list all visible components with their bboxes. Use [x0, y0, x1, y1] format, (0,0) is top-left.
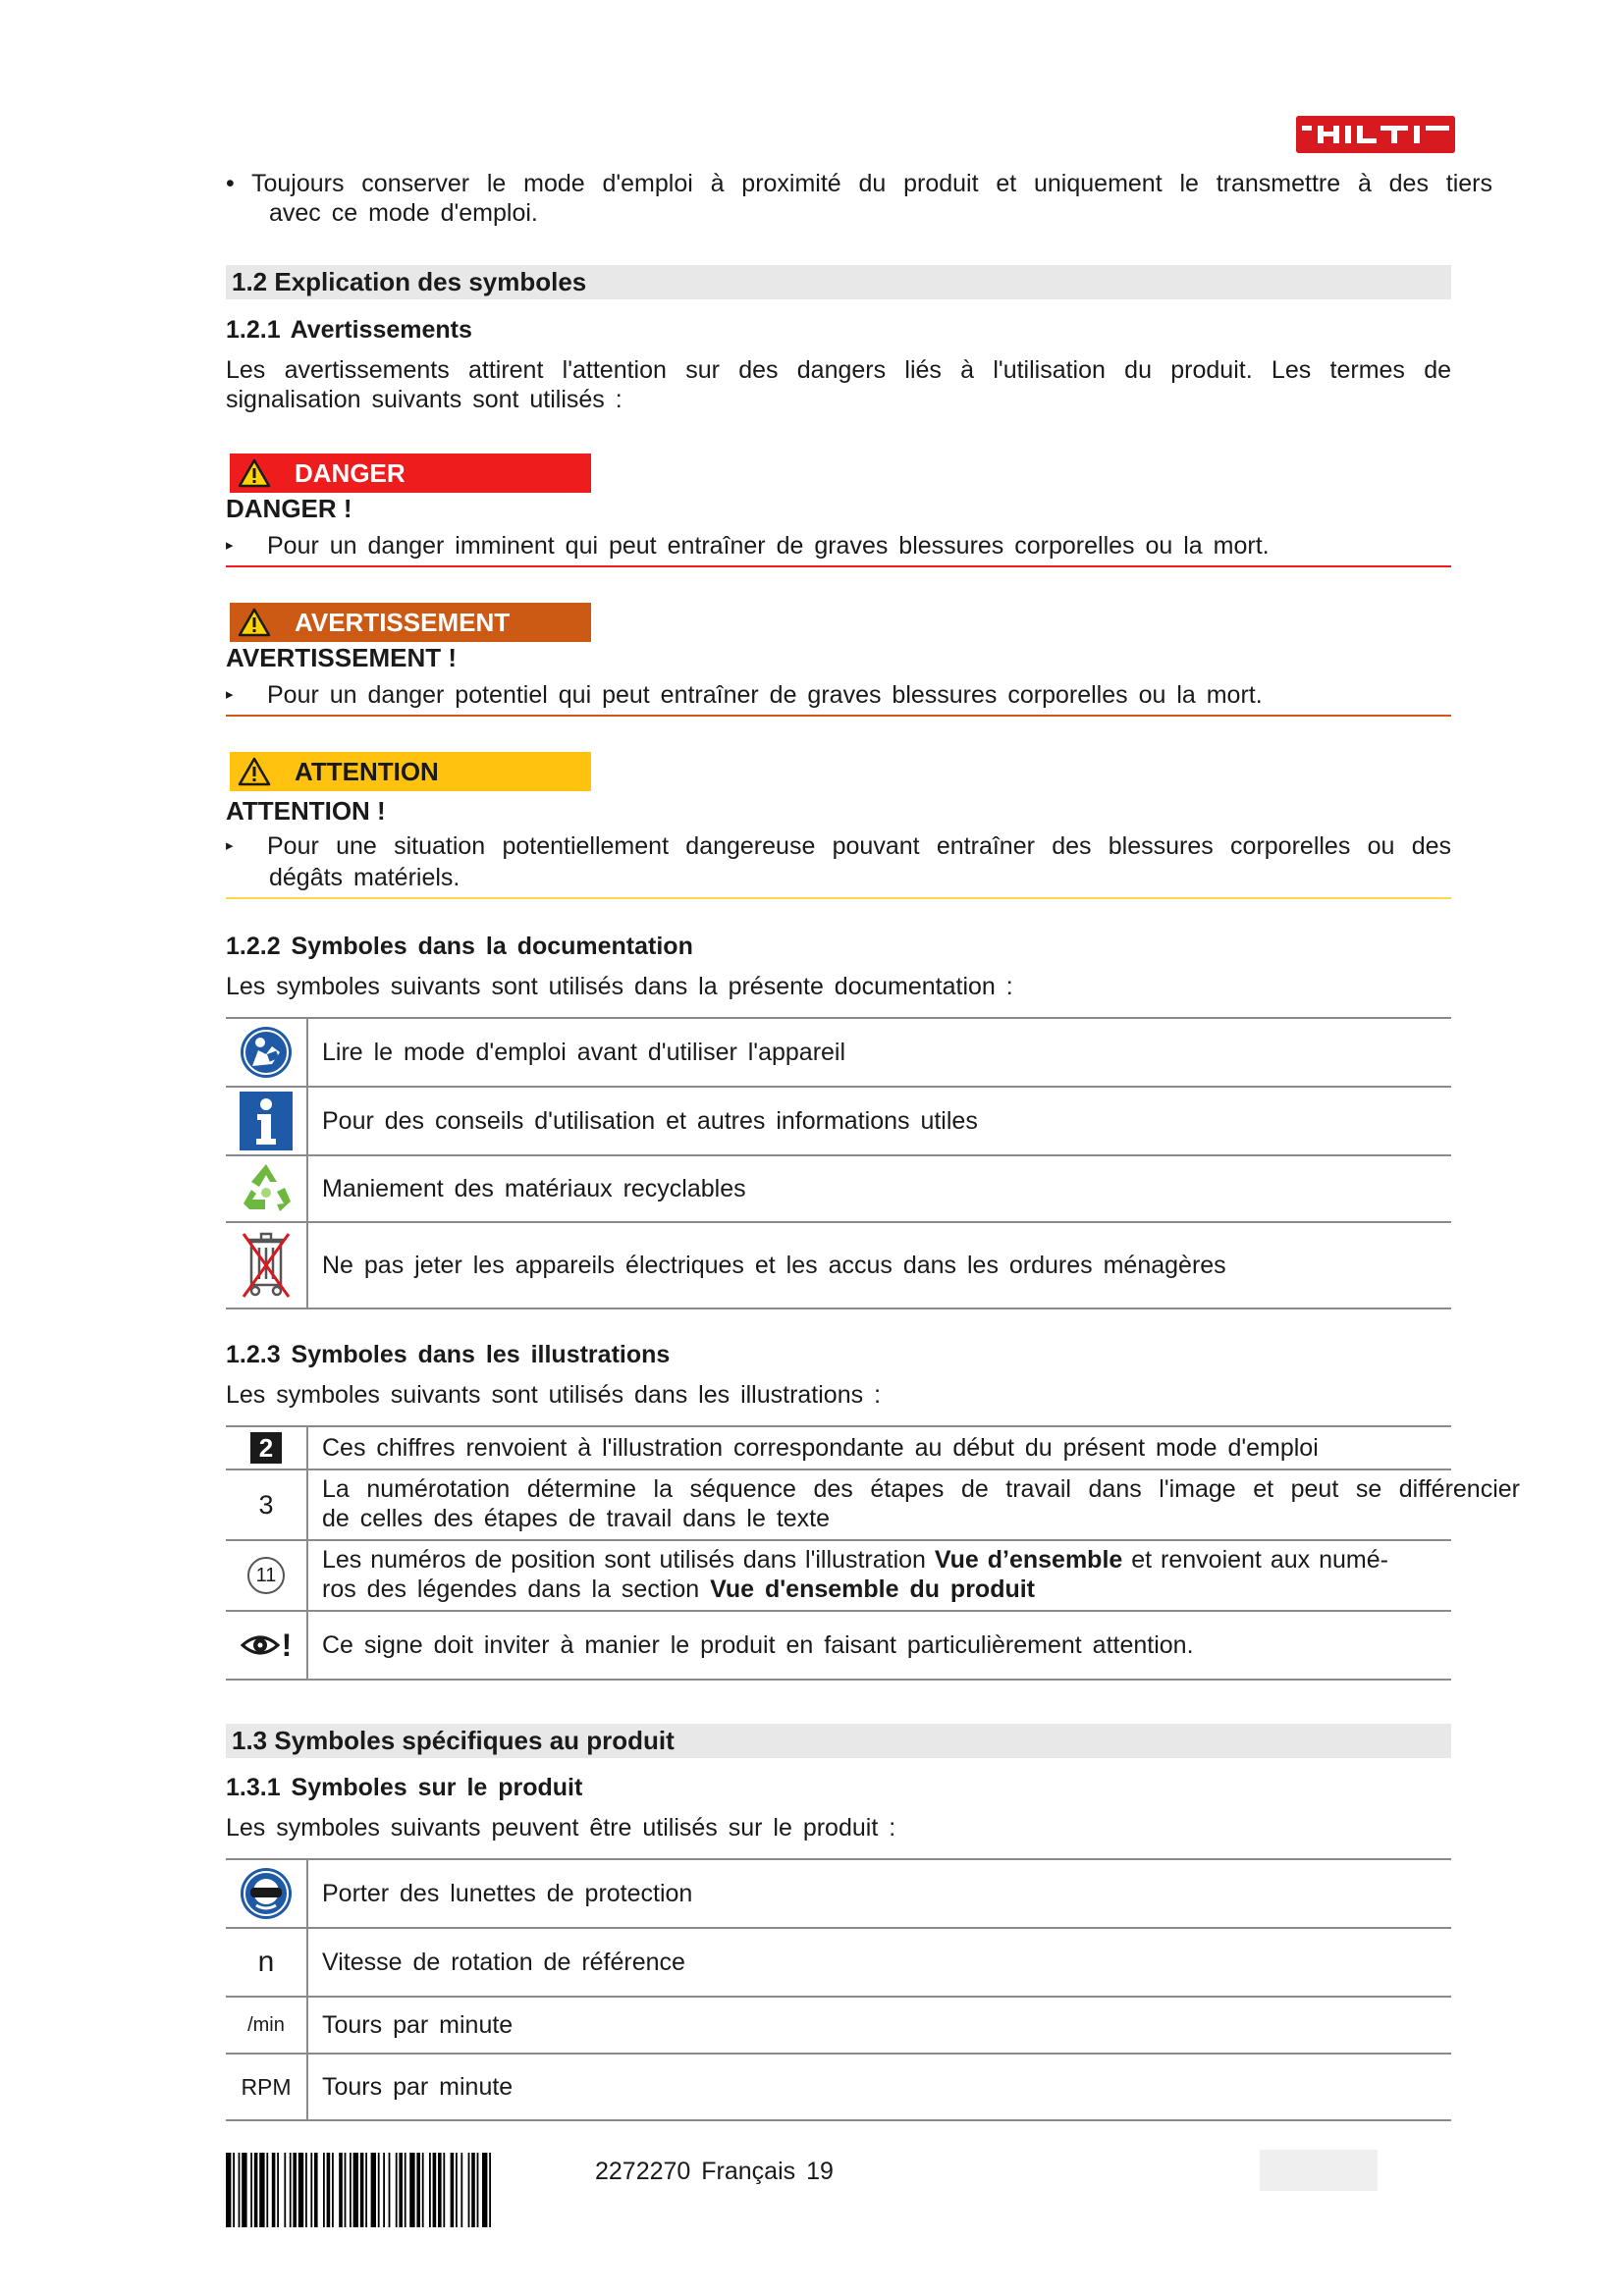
read-manual-icon	[239, 1025, 294, 1080]
table-cell	[322, 1470, 1520, 1543]
recycle-icon	[238, 1160, 295, 1217]
documentation-symbols-table	[226, 1017, 1451, 1308]
table-cell: Lire le mode d'emploi avant d'utiliser l'appareil	[322, 1039, 846, 1066]
icon-cell	[226, 1156, 308, 1221]
cell-line: La numérotation détermine la séquence des étapes de travail dans l'image et peut se différencier	[322, 1475, 1520, 1503]
footer-placeholder-box	[1260, 2150, 1378, 2191]
subsection-title-1-2-2: 1.2.2 Symboles dans la documentation	[226, 933, 693, 960]
illustration-symbols-intro: Les symboles suivants sont utilisés dans les illustrations :	[226, 1381, 882, 1409]
text-run: ros des légendes dans la section	[322, 1575, 711, 1603]
crossed-bin-icon	[240, 1228, 293, 1303]
table-row	[226, 1927, 1451, 1996]
table-row	[226, 1996, 1451, 2053]
table-row	[226, 1154, 1451, 1221]
subsection-title-1-2-1: 1.2.1 Avertissements	[226, 316, 472, 344]
table-row	[226, 1425, 1451, 1468]
table-row	[226, 1539, 1451, 1610]
caution-signal-banner	[230, 752, 591, 791]
position-number-circle: 11	[247, 1557, 285, 1594]
intro-bullet-line1: Toujours conserver le mode d'emploi à proximité du produit et uniquement le transmettre à des tiers	[251, 170, 1492, 197]
table-row	[226, 1858, 1451, 1927]
table-cell: Tours par minute	[322, 2073, 514, 2101]
danger-label: DANGER	[295, 458, 406, 488]
bold-text-run: Vue d'ensemble du produit	[710, 1575, 1036, 1603]
table-row	[226, 1221, 1451, 1309]
icon-cell	[226, 1019, 308, 1086]
arrow-marker: ▸	[226, 837, 234, 854]
illustration-symbols-table	[226, 1425, 1520, 1684]
section-title-1-3: 1.3 Symboles spécifiques au produit	[226, 1724, 1451, 1758]
exclamation-mark: !	[281, 1627, 293, 1663]
bullet-marker: •	[226, 170, 235, 197]
table-cell: Ne pas jeter les appareils électriques et les accus dans les ordures ménagères	[322, 1252, 1226, 1279]
warning-triangle-icon	[238, 608, 271, 637]
barcode	[226, 2153, 564, 2227]
caution-text-line2: dégâts matériels.	[269, 864, 460, 891]
page-footer	[595, 2158, 834, 2186]
documentation-symbols-intro: Les symboles suivants sont utilisés dans la présente documentation :	[226, 973, 1013, 1000]
cell-line	[322, 1575, 1451, 1604]
hilti-logo	[1296, 116, 1455, 153]
table-row	[226, 1468, 1520, 1539]
caution-text: Pour une situation potentiellement dangereuse pouvant entraîner des blessures corporelles ou des	[267, 832, 1451, 860]
table-cell: Porter des lunettes de protection	[322, 1880, 693, 1907]
figure-number-badge: 2	[250, 1432, 282, 1464]
icon-cell	[226, 1427, 308, 1468]
warning-triangle-icon	[238, 757, 271, 786]
text-run: Les numéros de position sont utilisés dans l'illustration	[322, 1546, 935, 1574]
speed-symbol: n	[257, 1946, 275, 1978]
table-cell: Tours par minute	[322, 2011, 514, 2039]
icon-cell	[226, 1470, 308, 1539]
icon-cell	[226, 1929, 308, 1996]
product-symbols-intro: Les symboles suivants peuvent être utilisés sur le produit :	[226, 1814, 896, 1842]
danger-text: Pour un danger imminent qui peut entraîner de graves blessures corporelles ou la mort.	[267, 532, 1270, 560]
document-number: 2272270	[595, 2158, 691, 2185]
icon-cell	[226, 2055, 308, 2119]
warning-text: Pour un danger potentiel qui peut entraîner de graves blessures corporelles ou la mort.	[267, 681, 1263, 709]
table-cell: Maniement des matériaux recyclables	[322, 1175, 746, 1202]
caution-title: ATTENTION !	[226, 796, 386, 826]
table-cell: Ces chiffres renvoient à l'illustration correspondante au début du présent mode d'emploi	[322, 1434, 1319, 1462]
warnings-intro-text: Les avertissements attirent l'attention sur des dangers liés à l'utilisation du produit. Les termes de signalisation suivants sont utilisés :	[226, 356, 1451, 413]
icon-cell	[226, 1998, 308, 2053]
danger-signal-banner	[230, 454, 591, 493]
hilti-logo-icon	[1296, 116, 1455, 153]
icon-cell	[226, 1541, 308, 1610]
warning-label: AVERTISSEMENT	[295, 608, 511, 637]
step-number: 3	[258, 1489, 274, 1520]
arrow-marker: ▸	[226, 537, 234, 554]
warning-title: AVERTISSEMENT !	[226, 643, 457, 672]
product-symbols-table	[226, 1858, 1451, 2121]
table-cell: Ce signe doit inviter à manier le produit en faisant particulièrement attention.	[322, 1631, 1194, 1659]
caution-divider	[226, 897, 1451, 899]
bold-text-run: Vue d’ensemble	[934, 1546, 1123, 1574]
caution-label: ATTENTION	[295, 757, 439, 786]
danger-divider	[226, 565, 1451, 567]
text-run: et renvoient aux numé-	[1122, 1546, 1388, 1574]
table-row	[226, 1610, 1451, 1681]
section-title-1-2: 1.2 Explication des symboles	[226, 265, 1451, 299]
table-row	[226, 1086, 1451, 1154]
rpm-symbol: RPM	[241, 2073, 292, 2100]
table-cell: Vitesse de rotation de référence	[322, 1949, 685, 1976]
warning-divider	[226, 715, 1451, 717]
eye-attention-icon	[241, 1631, 280, 1659]
table-row	[226, 1017, 1451, 1086]
info-icon	[240, 1092, 293, 1150]
barcode-icon	[226, 2153, 564, 2227]
cell-line	[322, 1545, 1451, 1575]
table-cell	[322, 1541, 1451, 1614]
subsection-title-1-2-3: 1.2.3 Symboles dans les illustrations	[226, 1341, 671, 1368]
icon-cell	[226, 1223, 308, 1308]
table-row	[226, 2053, 1451, 2121]
page-number: 19	[806, 2158, 834, 2185]
per-minute-symbol: /min	[247, 2013, 285, 2036]
subsection-title-1-3-1: 1.3.1 Symboles sur le produit	[226, 1774, 583, 1801]
icon-cell	[226, 1612, 308, 1679]
icon-cell	[226, 1860, 308, 1927]
footer-language: Français	[701, 2158, 796, 2185]
warning-triangle-icon	[238, 458, 271, 488]
arrow-marker: ▸	[226, 686, 234, 703]
safety-goggles-icon	[239, 1866, 294, 1921]
intro-bullet-line2: avec ce mode d'emploi.	[269, 199, 538, 227]
icon-cell	[226, 1088, 308, 1154]
danger-title: DANGER !	[226, 494, 352, 523]
warning-signal-banner	[230, 603, 591, 642]
cell-line: de celles des étapes de travail dans le texte	[322, 1505, 831, 1532]
table-cell: Pour des conseils d'utilisation et autres informations utiles	[322, 1107, 978, 1135]
